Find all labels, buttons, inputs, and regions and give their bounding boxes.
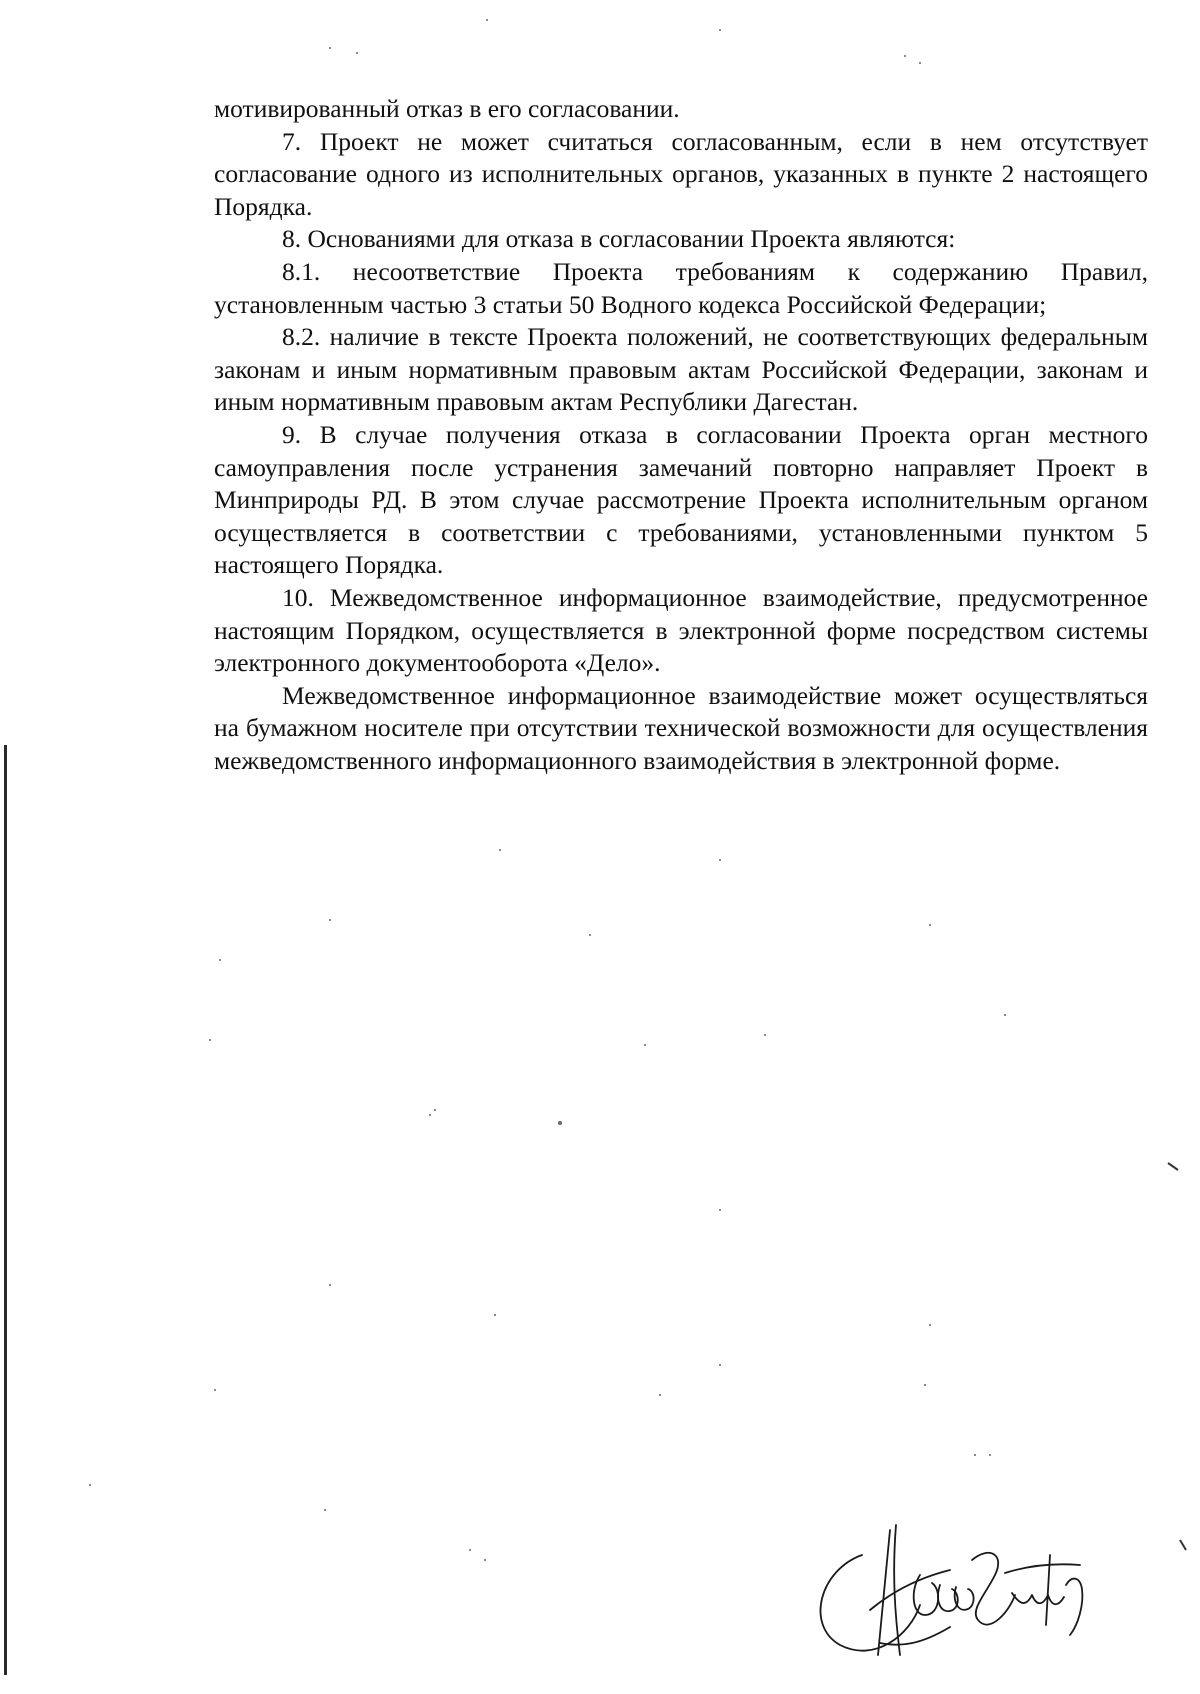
paragraph-item-10-continued: Межведомственное информационное взаимодействие может осуществляться на бумажном носителе при отсутствии технической возможности для осуществления межведомственного информационного взаимодействия в электронной форме. xyxy=(214,680,1148,775)
paragraph-item-8-1: 8.1. несоответствие Проекта требованиям к содержанию Правил, установленным частью 3 статьи 50 Водного кодекса Российской Федерации; xyxy=(214,256,1148,319)
scan-edge-shadow xyxy=(4,745,7,1675)
paragraph-item-10: 10. Межведомственное информационное взаимодействие, предусмотренное настоящим Порядком, осуществляется в электронной форме посредством системы электронного документооборота «Дело». xyxy=(214,582,1148,678)
document-body xyxy=(214,93,1148,777)
handwritten-signature-icon xyxy=(800,1515,1110,1665)
paragraph-item-8-2: 8.2. наличие в тексте Проекта положений, не соответствующих федеральным законам и иным нормативным правовым актам Российской Федерации, законам и иным нормативным правовым актам Республики Дагестан. xyxy=(214,322,1148,417)
paragraph-item-8: 8. Основаниями для отказа в согласовании Проекта являются: xyxy=(282,224,956,254)
paragraph-item-7: 7. Проект не может считаться согласованным, если в нем отсутствует согласование одного из исполнительных органов, указанных в пункте 2 настоящего Порядка. xyxy=(214,126,1148,221)
paragraph-continuation: мотивированный отказ в его согласовании. xyxy=(214,94,680,123)
paragraph-item-9: 9. В случае получения отказа в согласовании Проекта орган местного самоуправления после устранения замечаний повторно направляет Проект в Минприроды РД. В этом случае рассмотрение Проекта исполнительным органом осуществляется в соответствии с требованиями, установленными пунктом 5 настоящего Порядка. xyxy=(214,419,1148,580)
